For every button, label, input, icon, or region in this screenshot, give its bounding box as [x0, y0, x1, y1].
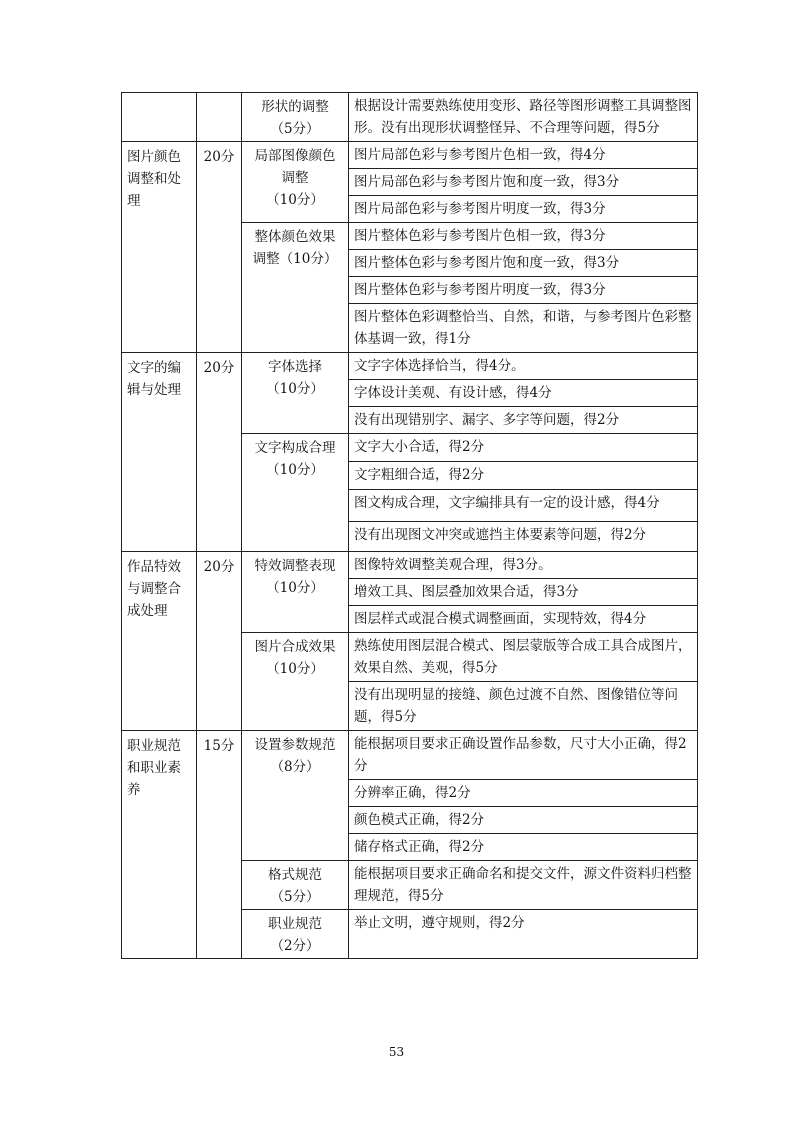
subcategory-cell [242, 861, 349, 910]
criterion-cell: 文字大小合适，得2分 [349, 434, 698, 462]
table-row [122, 142, 698, 169]
score-cell: 20分 [197, 552, 242, 731]
subcategory-line: 调整（10分） [252, 251, 338, 267]
subcategory-line: 局部图像颜色 [254, 148, 336, 164]
subcategory-line: 设置参数规范 [254, 737, 336, 753]
subcategory-line: 文字构成合理 [254, 440, 336, 456]
subcategory-line: （10分） [266, 580, 324, 596]
score-cell: 20分 [197, 142, 242, 353]
subcategory-line: 调整 [281, 170, 309, 186]
subcategory-line: （10分） [266, 381, 324, 397]
subcategory-line: （10分） [266, 462, 324, 478]
criterion-cell: 图层样式或混合模式调整画面，实现特效，得4分 [349, 606, 698, 633]
subcategory-line: 职业规范 [268, 916, 322, 932]
subcategory-line: （5分） [270, 889, 320, 905]
subcategory-line: 整体颜色效果 [254, 229, 336, 245]
table-row [122, 93, 698, 142]
subcategory-cell [242, 434, 349, 552]
criterion-cell: 图文构成合理，文字编排具有一定的设计感，得4分 [349, 490, 698, 522]
scoring-table [121, 92, 698, 959]
criterion-cell: 分辨率正确，得2分 [349, 780, 698, 807]
subcategory-cell [242, 223, 349, 353]
subcategory-cell [242, 552, 349, 633]
subcategory-line: （2分） [270, 938, 320, 954]
subcategory-cell [242, 93, 349, 142]
subcategory-line: （10分） [266, 192, 324, 208]
subcategory-cell [242, 731, 349, 861]
subcategory-line: 图片合成效果 [254, 639, 336, 655]
score-cell: 15分 [197, 731, 242, 959]
criterion-cell: 举止文明，遵守规则，得2分 [349, 910, 698, 959]
category-cell: 图片颜色调整和处理 [122, 142, 197, 353]
score-cell [197, 93, 242, 142]
category-cell [122, 93, 197, 142]
criterion-cell: 增效工具、图层叠加效果合适，得3分 [349, 579, 698, 606]
subcategory-line: （8分） [270, 759, 320, 775]
criterion-cell: 图像特效调整美观合理，得3分。 [349, 552, 698, 579]
table-row [122, 552, 698, 579]
criterion-cell: 颜色模式正确，得2分 [349, 807, 698, 834]
category-cell: 文字的编辑与处理 [122, 353, 197, 552]
criterion-cell: 图片局部色彩与参考图片色相一致，得4分 [349, 142, 698, 169]
page-number: 53 [388, 1045, 405, 1059]
criterion-cell: 储存格式正确，得2分 [349, 834, 698, 861]
subcategory-cell [242, 353, 349, 434]
criterion-cell: 根据设计需要熟练使用变形、路径等图形调整工具调整图形。没有出现形状调整怪异、不合理等问题，得5分 [349, 93, 698, 142]
criterion-cell: 没有出现明显的接缝、颜色过渡不自然、图像错位等问题，得5分 [349, 682, 698, 731]
subcategory-line: 字体选择 [268, 359, 322, 375]
subcategory-cell [242, 142, 349, 223]
table-row [122, 731, 698, 780]
criterion-cell: 文字字体选择恰当，得4分。 [349, 353, 698, 380]
criterion-cell: 图片整体色彩与参考图片色相一致，得3分 [349, 223, 698, 250]
criterion-cell: 没有出现错别字、漏字、多字等问题，得2分 [349, 407, 698, 434]
criterion-cell: 能根据项目要求正确设置作品参数，尺寸大小正确，得2分 [349, 731, 698, 780]
criterion-cell: 字体设计美观、有设计感，得4分 [349, 380, 698, 407]
subcategory-line: （5分） [270, 121, 320, 137]
scoring-table-container [121, 92, 697, 959]
subcategory-line: 格式规范 [268, 867, 322, 883]
criterion-cell: 图片整体色彩调整恰当、自然，和谐，与参考图片色彩整体基调一致，得1分 [349, 304, 698, 353]
table-row [122, 353, 698, 380]
subcategory-line: 特效调整表现 [254, 558, 336, 574]
category-cell: 作品特效与调整合成处理 [122, 552, 197, 731]
criterion-cell: 图片整体色彩与参考图片饱和度一致，得3分 [349, 250, 698, 277]
subcategory-line: （10分） [266, 661, 324, 677]
criterion-cell: 能根据项目要求正确命名和提交文件，源文件资料归档整理规范，得5分 [349, 861, 698, 910]
criterion-cell: 没有出现图文冲突或遮挡主体要素等问题，得2分 [349, 522, 698, 552]
score-cell: 20分 [197, 353, 242, 552]
subcategory-cell [242, 633, 349, 731]
category-cell: 职业规范和职业素养 [122, 731, 197, 959]
subcategory-line: 形状的调整 [261, 99, 329, 115]
criterion-cell: 熟练使用图层混合模式、图层蒙版等合成工具合成图片，效果自然、美观，得5分 [349, 633, 698, 682]
criterion-cell: 图片局部色彩与参考图片饱和度一致，得3分 [349, 169, 698, 196]
criterion-cell: 文字粗细合适，得2分 [349, 462, 698, 490]
criterion-cell: 图片局部色彩与参考图片明度一致，得3分 [349, 196, 698, 223]
criterion-cell: 图片整体色彩与参考图片明度一致，得3分 [349, 277, 698, 304]
subcategory-cell [242, 910, 349, 959]
